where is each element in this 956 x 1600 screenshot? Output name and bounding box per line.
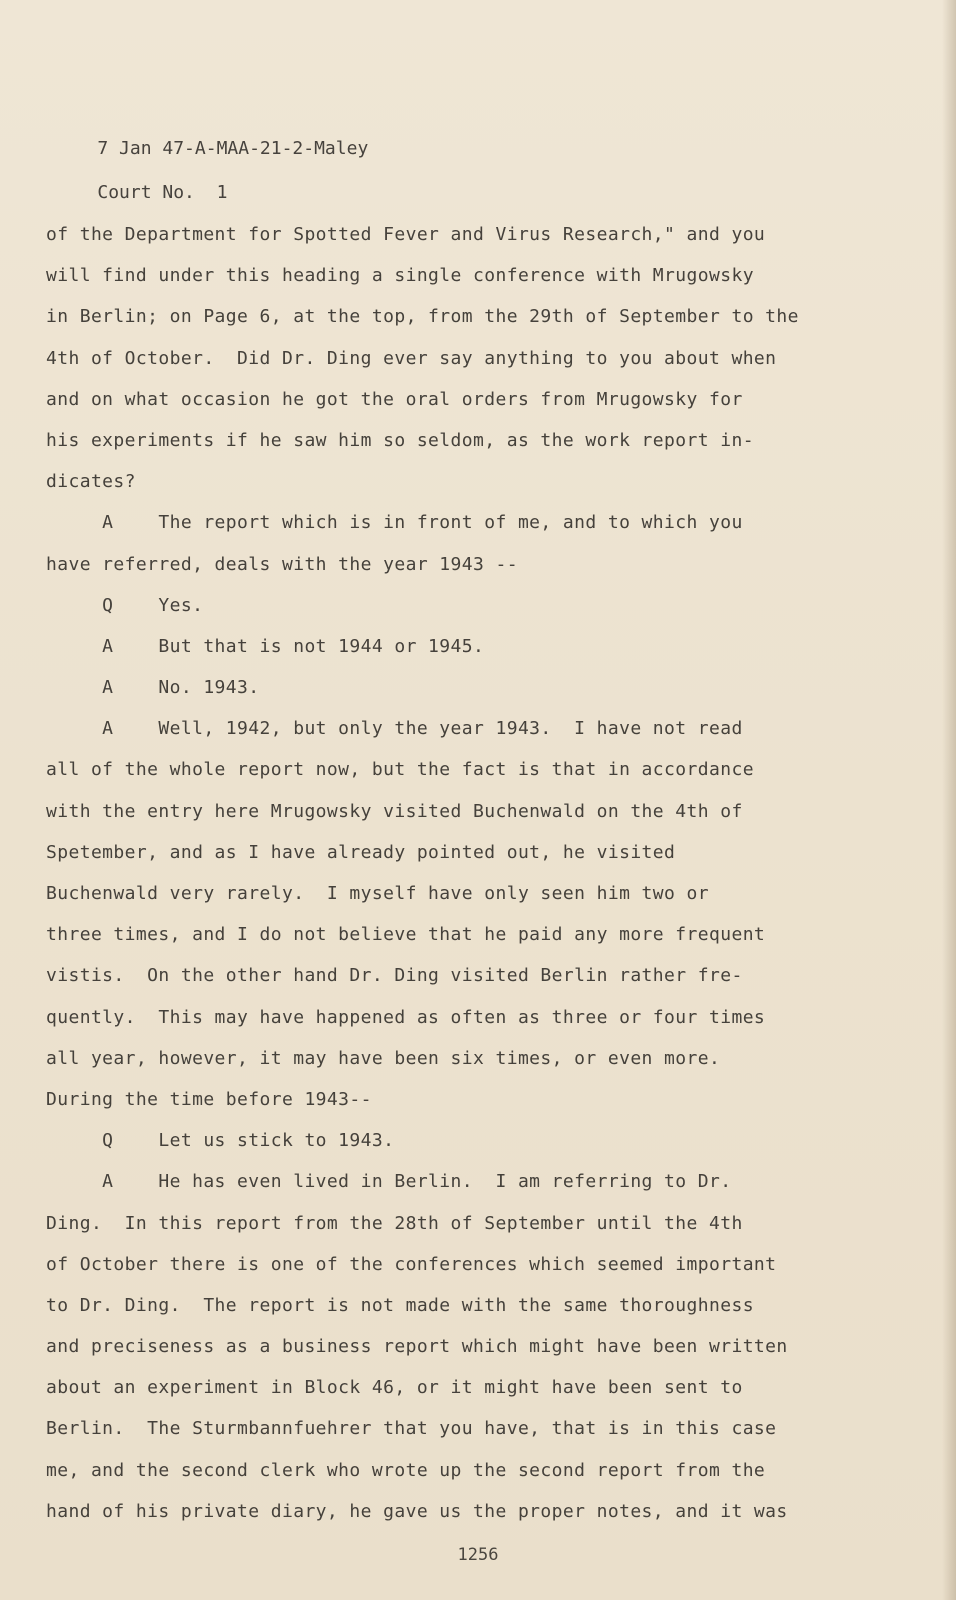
header-court-number: Court No. 1: [97, 182, 228, 203]
transcript-line: Q Let us stick to 1943.: [46, 1130, 395, 1152]
transcript-line: A He has even lived in Berlin. I am referring to Dr.: [46, 1171, 732, 1193]
page-edge-shadow: [942, 0, 956, 1600]
transcript-line: have referred, deals with the year 1943 --: [46, 553, 518, 575]
transcript-line: During the time before 1943--: [46, 1088, 372, 1110]
transcript-line: about an experiment in Block 46, or it might have been sent to: [46, 1377, 743, 1399]
transcript-line: Spetember, and as I have already pointed out, he visited: [46, 841, 676, 863]
transcript-line: A The report which is in front of me, and to which you: [46, 512, 743, 534]
transcript-line: Ding. In this report from the 28th of September until the 4th: [46, 1212, 743, 1234]
transcript-line: Buchenwald very rarely. I myself have only seen him two or: [46, 883, 709, 904]
transcript-line: all of the whole report now, but the fact is that in accordance: [46, 759, 754, 781]
transcript-line: three times, and I do not believe that he paid any more frequent: [46, 924, 766, 946]
transcript-line: all year, however, it may have been six times, or even more.: [46, 1047, 721, 1069]
transcript-line: and on what occasion he got the oral orders from Mrugowsky for: [46, 388, 743, 410]
transcript-line: and preciseness as a business report which might have been written: [46, 1336, 788, 1358]
header-date-code: 7 Jan 47-A-MAA-21-2-Maley: [97, 138, 369, 159]
transcript-line: of the Department for Spotted Fever and Virus Research," and you: [46, 224, 766, 245]
transcript-line: A No. 1943.: [46, 677, 260, 699]
transcript-line: A But that is not 1944 or 1945.: [46, 635, 485, 657]
page-number: 1256: [457, 1545, 499, 1565]
transcript-line: Q Yes.: [46, 594, 204, 616]
transcript-line: dicates?: [46, 471, 136, 493]
transcript-line: Berlin. The Sturmbannfuehrer that you have, that is in this case: [46, 1418, 777, 1440]
transcript-line: 4th of October. Did Dr. Ding ever say anything to you about when: [46, 347, 777, 369]
transcript-line: me, and the second clerk who wrote up the second report from the: [46, 1459, 766, 1481]
transcript-line: quently. This may have happened as often as three or four times: [46, 1006, 766, 1028]
transcript-line: with the entry here Mrugowsky visited Buchenwald on the 4th of: [46, 800, 743, 822]
transcript-line: will find under this heading a single conference with Mrugowsky: [46, 265, 754, 287]
transcript-line: A Well, 1942, but only the year 1943. I have not read: [46, 718, 743, 740]
document-header: [54, 116, 368, 226]
transcript-line: his experiments if he saw him so seldom, as the work report in-: [46, 429, 754, 451]
transcript-body: [46, 214, 906, 1532]
transcript-line: hand of his private diary, he gave us the proper notes, and it was: [46, 1500, 788, 1522]
transcript-line: to Dr. Ding. The report is not made with the same thoroughness: [46, 1294, 754, 1316]
transcript-line: of October there is one of the conferences which seemed important: [46, 1253, 777, 1275]
transcript-line: in Berlin; on Page 6, at the top, from the 29th of September to the: [46, 306, 799, 328]
transcript-line: vistis. On the other hand Dr. Ding visited Berlin rather fre-: [46, 965, 743, 987]
